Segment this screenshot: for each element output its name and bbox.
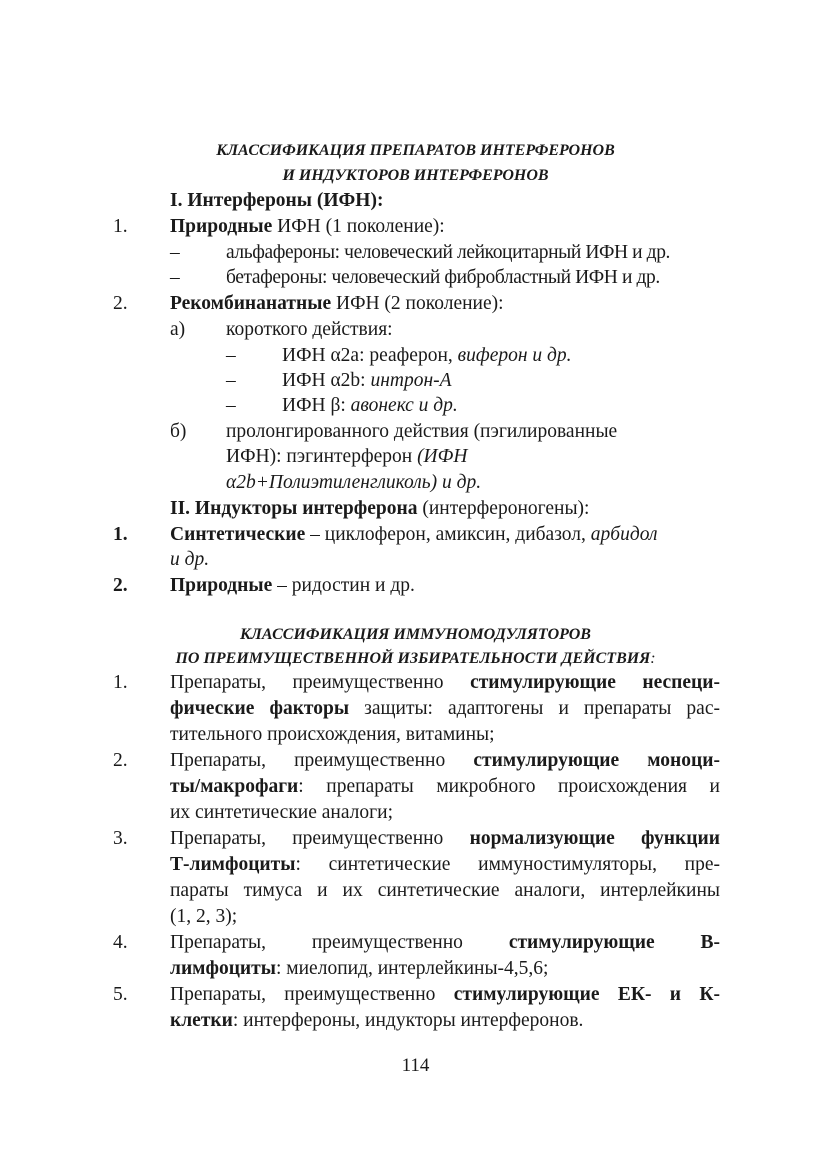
- list-item: [170, 214, 445, 240]
- dash: –: [170, 242, 180, 263]
- item-text: Препараты, преимущественно: [170, 828, 470, 849]
- part1-heading: I. Интерфероны (ИФН):: [170, 190, 384, 211]
- sub-item: альфафероны: человеческий лейкоцитарный ИФН и др.: [226, 242, 671, 263]
- item-line: [170, 826, 720, 852]
- list-item: [170, 522, 657, 548]
- list-number: 2.: [113, 750, 128, 771]
- item-text: защиты: адаптогены и препараты рас-: [349, 698, 720, 719]
- list-number: 2.: [113, 293, 128, 314]
- item-line: [170, 852, 720, 878]
- section1-title-line2: И ИНДУКТОРОВ ИНТЕРФЕРОНОВ: [282, 167, 549, 184]
- list-number: 2.: [113, 575, 128, 596]
- section1-title-line1: КЛАССИФИКАЦИЯ ПРЕПАРАТОВ ИНТЕРФЕРОНОВ: [216, 142, 615, 159]
- sub-item-text: ИФН α2а: реаферон,: [282, 345, 458, 366]
- item-italic: и др.: [170, 549, 210, 570]
- bold-term: ты/макрофаги: [170, 776, 299, 797]
- bold-term: стимулирующие В-: [508, 932, 720, 953]
- list-number: 4.: [113, 932, 128, 953]
- letter-marker: б): [170, 421, 187, 442]
- item-line: [170, 670, 720, 696]
- sub-item: короткого действия:: [226, 319, 393, 340]
- bold-term: Природные: [170, 575, 273, 596]
- bold-term: Т-лимфоциты: [170, 854, 296, 875]
- sub-item-italic: α2b+Полиэтиленгликоль) и др.: [226, 472, 482, 493]
- dash: –: [226, 370, 236, 391]
- list-number: 1.: [113, 524, 128, 545]
- item-italic: арбидол: [590, 524, 658, 545]
- section2-title-text: ПО ПРЕИМУЩЕСТВЕННОЙ ИЗБИРАТЕЛЬНОСТИ ДЕЙСТВИЯ: [175, 650, 651, 667]
- item-text: – циклоферон, амиксин, дибазол,: [305, 524, 591, 545]
- item-line: [170, 748, 720, 774]
- bold-term: лимфоциты: [170, 958, 276, 979]
- list-item: [170, 291, 504, 317]
- sub-item: бетафероны: человеческий фибробластный ИФН и др.: [226, 267, 660, 288]
- bold-term: Синтетические: [170, 524, 306, 545]
- sub-item-text: ИФН): пэгинтерферон: [226, 446, 418, 467]
- item-text: Препараты, преимущественно: [170, 750, 474, 771]
- sub-item-cont: [226, 470, 481, 496]
- bold-term: Природные: [170, 216, 273, 237]
- item-line: тительного происхождения, витамины;: [170, 724, 495, 745]
- part2-heading-bold: II. Индукторы интерферона: [170, 498, 418, 519]
- item-text: : препараты микробного происхождения и: [298, 776, 720, 797]
- sub-item: [282, 343, 572, 369]
- list-item: [170, 930, 720, 982]
- item-text: ИФН (1 поколение):: [272, 216, 445, 237]
- sub-item: [282, 393, 458, 419]
- item-text: : миелопид, интерлейкины-4,5,6;: [275, 958, 549, 979]
- item-line: [170, 1008, 720, 1034]
- sub-item-italic: интрон-А: [370, 370, 452, 391]
- bold-term: стимулирующие ЕК- и К-: [453, 984, 720, 1005]
- item-line: [170, 774, 720, 800]
- item-line: их синтетические аналоги;: [170, 802, 394, 823]
- bold-term: нормализующие функции: [469, 828, 720, 849]
- item-text: : интерфероны, индукторы интерферонов.: [232, 1010, 584, 1031]
- bold-term: стимулирующие моноци-: [473, 750, 720, 771]
- dash: –: [226, 345, 236, 366]
- list-item-cont: [170, 547, 209, 573]
- bold-term: клетки: [170, 1010, 233, 1031]
- bold-term: стимулирующие неспеци-: [470, 672, 720, 693]
- sub-item: пролонгированного действия (пэгилированные: [226, 421, 618, 442]
- list-item: [170, 826, 720, 930]
- list-number: 1.: [113, 672, 128, 693]
- sub-item: [282, 368, 452, 394]
- bold-term: фические факторы: [170, 698, 350, 719]
- section2-title-colon: :: [650, 650, 656, 667]
- item-line: [170, 696, 720, 722]
- item-line: [170, 956, 720, 982]
- item-text: Препараты, преимущественно: [170, 932, 509, 953]
- sub-item-italic: (ИФН: [417, 446, 468, 467]
- item-text: – ридостин и др.: [272, 575, 415, 596]
- sub-item-italic: виферон и др.: [457, 345, 572, 366]
- sub-item-cont: [226, 444, 467, 470]
- page-number: 114: [401, 1055, 430, 1076]
- list-number: 3.: [113, 828, 128, 849]
- list-number: 1.: [113, 216, 128, 237]
- item-text: : синтетические иммуностимуляторы, пре-: [295, 854, 720, 875]
- section2-title-line1: КЛАССИФИКАЦИЯ ИММУНОМОДУЛЯТОРОВ: [240, 626, 591, 643]
- item-line: параты тимуса и их синтетические аналоги, интерлейкины: [170, 880, 720, 901]
- part2-heading-text: (интерфероногены):: [417, 498, 590, 519]
- list-item: [170, 982, 720, 1034]
- list-item: [170, 670, 720, 748]
- part2-heading: [170, 496, 589, 522]
- bold-term: Рекомбинанатные: [170, 293, 332, 314]
- section2-title-line2: [0, 646, 831, 672]
- item-line: [170, 930, 720, 956]
- dash: –: [226, 395, 236, 416]
- item-line: [170, 982, 720, 1008]
- sub-item-text: ИФН β:: [282, 395, 351, 416]
- item-text: Препараты, преимущественно: [170, 672, 471, 693]
- item-text: Препараты, преимущественно: [170, 984, 454, 1005]
- list-item: [170, 573, 415, 599]
- sub-item-italic: авонекс и др.: [350, 395, 458, 416]
- list-number: 5.: [113, 984, 128, 1005]
- item-line: (1, 2, 3);: [170, 906, 238, 927]
- item-text: ИФН (2 поколение):: [331, 293, 504, 314]
- dash: –: [170, 267, 180, 288]
- sub-item-text: ИФН α2b:: [282, 370, 371, 391]
- list-item: [170, 748, 720, 826]
- letter-marker: а): [170, 319, 186, 340]
